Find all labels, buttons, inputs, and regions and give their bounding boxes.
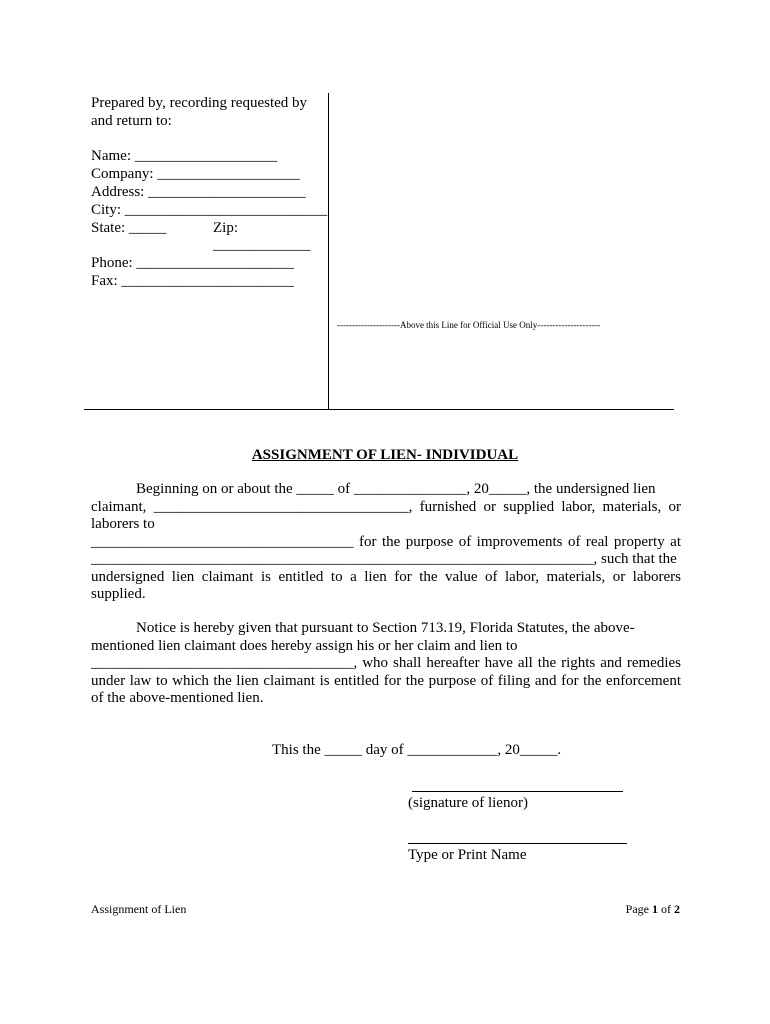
para1-line5 (91, 551, 681, 569)
date-line: This the _____ day of ____________, 20_____. (272, 742, 562, 758)
state-field[interactable]: State: _____ (91, 220, 167, 236)
city-field[interactable]: City: ___________________________ (91, 202, 328, 218)
page-total: 2 (674, 902, 680, 916)
paragraph-notice (91, 620, 681, 708)
prepared-by-line1: Prepared by, recording requested by (91, 95, 308, 111)
company-field[interactable]: Company: ___________________ (91, 166, 300, 182)
print-name-label: Type or Print Name (408, 847, 527, 863)
para2-line2: mentioned lien claimant does hereby assign his or her claim and lien to (91, 637, 518, 654)
zip-label: Zip: (213, 220, 238, 236)
para2-line5: of the above-mentioned lien. (91, 690, 264, 706)
address-field[interactable]: Address: _____________________ (91, 184, 306, 200)
property-address-blank[interactable]: ___________________________________________________________________ (91, 551, 594, 567)
para1-line1: Beginning on or about the _____ of _______________, 20_____, the undersigned lien (136, 481, 656, 497)
para1-line7: supplied. (91, 586, 146, 602)
document-title: ASSIGNMENT OF LIEN- INDIVIDUAL (251, 447, 519, 463)
prepared-by-line2: and return to: (91, 113, 172, 129)
page-of: of (658, 902, 674, 916)
para2-line3: ___________________________________, who shall hereafter have all the rights and remedies (91, 655, 681, 671)
para1-line6: undersigned lien claimant is entitled to a lien for the value of labor, materials, or laborers (91, 568, 681, 585)
signature-line[interactable] (412, 791, 623, 792)
page-prefix: Page (625, 902, 652, 916)
official-use-notice: ---------------------Above this Line for Official Use Only--------------------- (337, 320, 601, 330)
fax-field[interactable]: Fax: _______________________ (91, 273, 294, 289)
header-vertical-divider (328, 93, 329, 410)
phone-field[interactable]: Phone: _____________________ (91, 255, 294, 271)
para2-line4: under law to which the lien claimant is entitled for the purpose of filing and for the enforcement (91, 672, 681, 689)
footer-title: Assignment of Lien (91, 902, 187, 916)
print-name-line[interactable] (408, 843, 627, 844)
signature-label: (signature of lienor) (408, 795, 528, 811)
para1-line2: claimant, __________________________________, furnished or supplied labor, materials, or (91, 498, 681, 515)
zip-field[interactable]: _____________ (213, 237, 311, 253)
page-number: 1 (652, 902, 658, 916)
name-field[interactable]: Name: ___________________ (91, 148, 278, 164)
paragraph-beginning (91, 481, 681, 604)
para2-line1: Notice is hereby given that pursuant to Section 713.19, Florida Statutes, the above- (136, 620, 635, 636)
header-horizontal-divider (84, 409, 674, 410)
page-indicator (626, 902, 680, 917)
para1-line3: laborers to (91, 516, 155, 532)
para1-line5-tail: , such that the (593, 551, 677, 567)
para1-line4: ___________________________________ for the purpose of improvements of real property at (91, 533, 681, 550)
